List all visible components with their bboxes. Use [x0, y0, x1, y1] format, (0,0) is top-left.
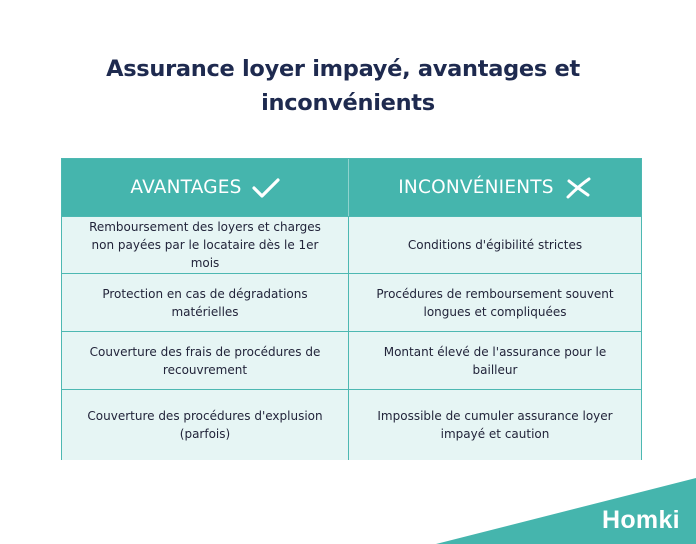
- check-icon: [252, 177, 280, 199]
- title-line-1: Assurance loyer impayé, avantages et: [106, 56, 580, 82]
- header-inconvenients: [349, 159, 641, 216]
- con-cell-4: Impossible de cumuler assurance loyer impayé et caution: [349, 389, 641, 460]
- title-line-2: inconvénients: [261, 90, 435, 116]
- comparison-table: [61, 158, 642, 460]
- cross-icon: [564, 176, 592, 200]
- header-inconvenients-label: INCONVÉNIENTS: [398, 177, 554, 198]
- pro-cell-4: Couverture des procédures d'explusion (parfois): [62, 389, 349, 460]
- con-cell-1: Conditions d'égibilité strictes: [349, 216, 641, 273]
- pro-cell-2: Protection en cas de dégradations matérielles: [62, 273, 349, 331]
- header-avantages-label: AVANTAGES: [130, 177, 242, 198]
- con-cell-3: Montant élevé de l'assurance pour le bailleur: [349, 331, 641, 389]
- homki-logo: Homki: [602, 506, 680, 534]
- page-title: [0, 52, 696, 120]
- pro-cell-1: Remboursement des loyers et charges non payées par le locataire dès le 1er mois: [62, 216, 349, 273]
- header-avantages: [62, 159, 349, 216]
- con-cell-2: Procédures de remboursement souvent longues et compliquées: [349, 273, 641, 331]
- pro-cell-3: Couverture des frais de procédures de recouvrement: [62, 331, 349, 389]
